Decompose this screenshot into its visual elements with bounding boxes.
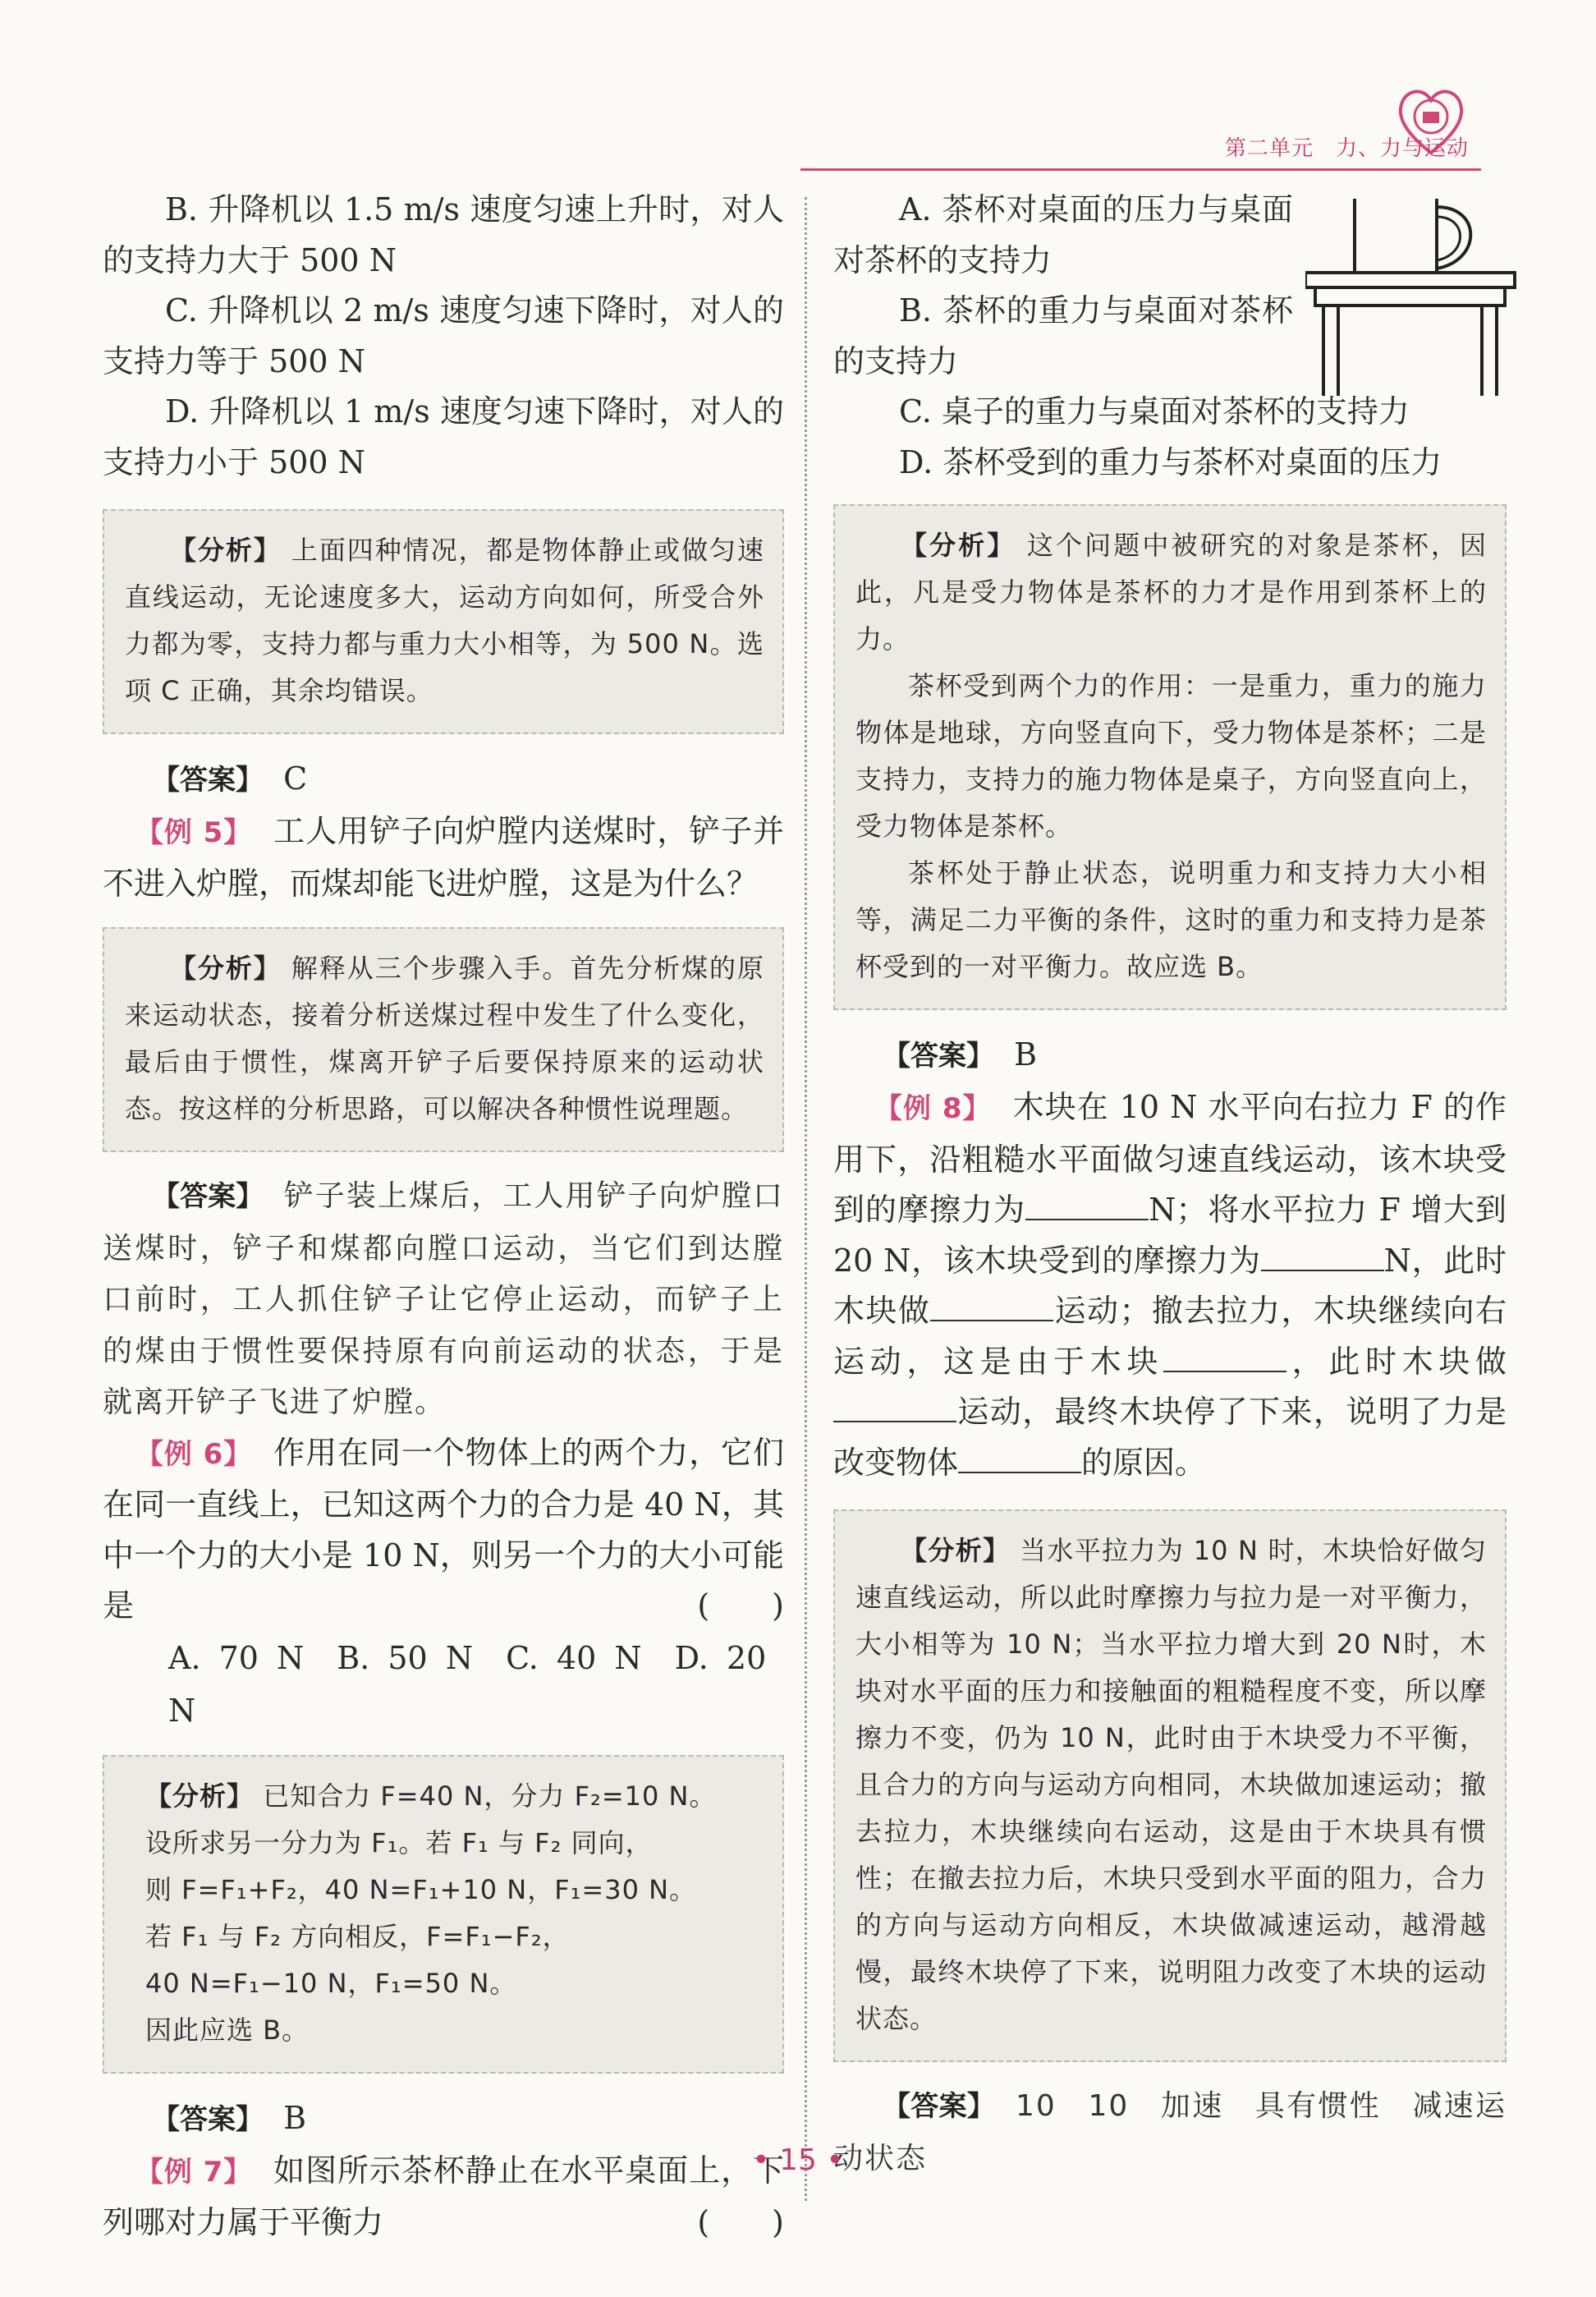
ex6-option: B. 50 N bbox=[337, 1639, 474, 1676]
ex6-option: C. 40 N bbox=[506, 1639, 642, 1676]
example-6-options bbox=[103, 1632, 784, 1737]
answer-blank[interactable] bbox=[1025, 1192, 1149, 1220]
answer-5: 【答案】 铲子装上煤后，工人用铲子向炉膛口送煤时，铲子和煤都向膛口运动，当它们到达膛口前时，工人抓住铲子让它停止运动，而铲子上的煤由于惯性要保持原有向前运动的状态，于是就离开铲子飞进了炉膛。 bbox=[103, 1179, 784, 1419]
answer-4: 【答案】 C bbox=[152, 760, 308, 797]
option-b: B. 升降机以 1.5 m/s 速度匀速上升时，对人的支持力大于 500 N bbox=[103, 191, 784, 278]
example-5: 【例 5】 工人用铲子向炉膛内送煤时，铲子并不进入炉膛，而煤却能飞进炉膛，这是为什么？ bbox=[103, 813, 784, 902]
right-column bbox=[833, 185, 1507, 2184]
ex6-option: D. 20 N bbox=[168, 1639, 767, 1729]
answer-7: 【答案】 B bbox=[883, 1036, 1038, 1073]
example-6: 【例 6】 作用在同一个物体上的两个力，它们在同一直线上，已知这两个力的合力是 40 N，其中一个力的大小是 10 N，则另一个力的大小可能是 ( ) bbox=[103, 1434, 784, 1624]
analysis-box-4 bbox=[103, 509, 784, 734]
option-d: D. 升降机以 1 m/s 速度匀速下降时，对人的支持力小于 500 N bbox=[103, 393, 784, 480]
analysis-label: 【分析】 bbox=[170, 535, 282, 566]
answer-blank[interactable] bbox=[930, 1293, 1053, 1321]
analysis-box-6: 【分析】 已知合力 F=40 N，分力 F₂=10 N。 设所求另一分力为 F₁。若 F₁ 与 F₂ 同向， 则 F=F₁+F₂，40 N=F₁+10 N，F₁=30 N。 若 F₁ 与 F₂ 方向相反，F=F₁−F₂， 40 N=F₁−10 N，F₁=50 N。 因此应选 B。 bbox=[103, 1755, 784, 2074]
answer-8: 【答案】 10 10 加速 具有惯性 减速运动状态 bbox=[833, 2089, 1507, 2175]
page-number: • 15 • bbox=[752, 2143, 844, 2177]
option-a: A. 茶杯对桌面的压力与桌面对茶杯的支持力 bbox=[833, 191, 1293, 278]
answer-6: 【答案】 B bbox=[152, 2099, 307, 2136]
header-rule bbox=[800, 168, 1481, 171]
option-b-r: B. 茶杯的重力与桌面对茶杯的支持力 bbox=[833, 292, 1293, 379]
unit-header: 第二单元 力、力与运动 bbox=[1224, 136, 1469, 161]
analysis-box-8: 【分析】 当水平拉力为 10 N 时，木块恰好做匀速直线运动，所以此时摩擦力与拉力是一对平衡力，大小相等为 10 N；当水平拉力增大到 20 N时，木块对水平面的压力和接触面的粗糙程度不变，所以摩擦力不变，仍为 10 N，此时由于木块受力不平衡，且合力的方向与运动方向相同，木块做加速运动；撤去拉力，木块继续向右运动，这是由于木块具有惯性；在撤去拉力后，木块只受到水平面的阻力，合力的方向与运动方向相反，木块做减速运动，越滑越慢，最终木块停了下来，说明阻力改变了木块的运动状态。 bbox=[833, 1509, 1507, 2062]
answer-blank[interactable] bbox=[958, 1445, 1081, 1473]
left-column bbox=[103, 185, 784, 2249]
ex6-option: A. 70 N bbox=[168, 1639, 305, 1676]
analysis-box-7: 【分析】 这个问题中被研究的对象是茶杯，因此，凡是受力物体是茶杯的力才是作用到茶杯上的力。 茶杯受到两个力的作用：一是重力，重力的施力物体是地球，方向竖直向下，受力物体是茶杯；二是支持力，支持力的施力物体是桌子，方向竖直向上，受力物体是茶杯。 茶杯处于静止状态，说明重力和支持力大小相等，满足二力平衡的条件，这时的重力和支持力是茶杯受到的一对平衡力。故应选 B。 bbox=[833, 504, 1507, 1010]
example-7: 【例 7】 如图所示茶杯静止在水平桌面上，下列哪对力属于平衡力 ( ) bbox=[103, 2152, 784, 2240]
option-c: C. 升降机以 2 m/s 速度匀速下降时，对人的支持力等于 500 N bbox=[103, 292, 784, 379]
example-8: 【例 8】 木块在 10 N 水平向右拉力 F 的作用下，沿粗糙水平面做匀速直线运动，该木块受到的摩擦力为 N；将水平拉力 F 增大到 20 N，该木块受到的摩擦力为 N，此时木块做 运动；撤去拉力，木块继续向右运动，这是由于木块 ，此时木块做运动，最终木块停了下来，说明了力是改变物体 的原因。 bbox=[833, 1089, 1507, 1481]
option-c-r: C. 桌子的重力与桌面对茶杯的支持力 bbox=[899, 393, 1410, 430]
column-divider bbox=[805, 197, 807, 2201]
answer-blank[interactable] bbox=[1261, 1243, 1384, 1271]
answer-blank[interactable] bbox=[833, 1394, 956, 1422]
option-d-r: D. 茶杯受到的重力与茶杯对桌面的压力 bbox=[899, 443, 1442, 480]
answer-blank[interactable] bbox=[1163, 1344, 1286, 1372]
analysis-text: 上面四种情况，都是物体静止或做匀速直线运动，无论速度多大，运动方向如何，所受合外力都为零，支持力都与重力大小相等，为 500 N。选项 C 正确，其余均错误。 bbox=[125, 535, 764, 706]
analysis-box-5: 【分析】 解释从三个步骤入手。首先分析煤的原来运动状态，接着分析送煤过程中发生了什么变化，最后由于惯性，煤离开铲子后要保持原来的运动状态。按这样的分析思路，可以解决各种惯性说理题。 bbox=[103, 927, 784, 1152]
